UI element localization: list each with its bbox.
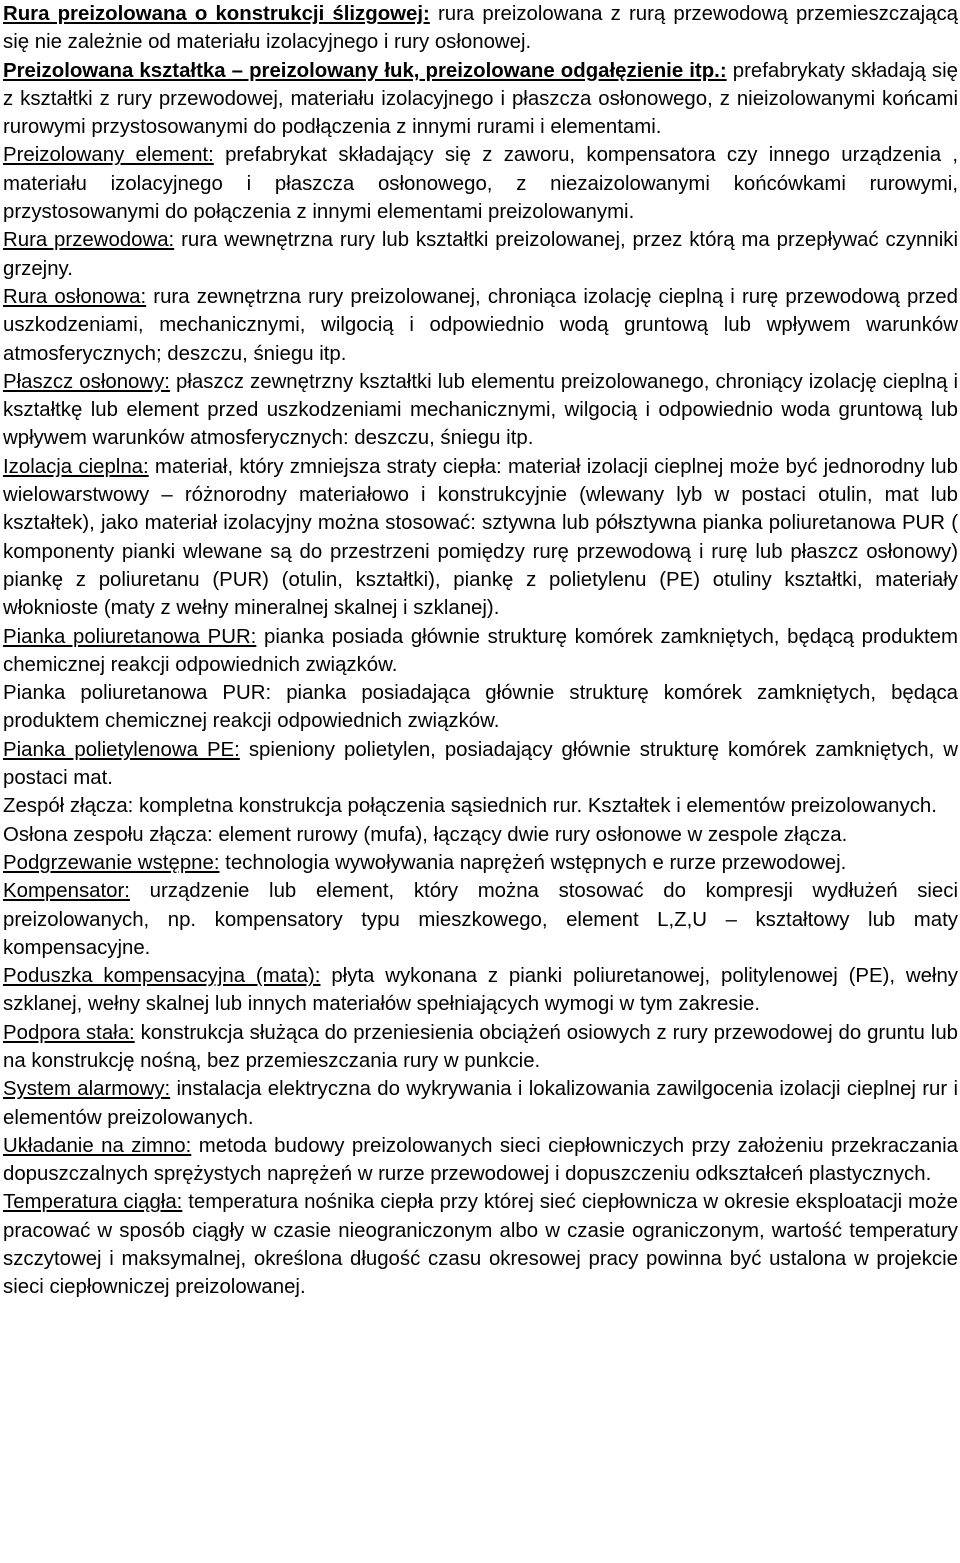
definition-entry [3,0,958,57]
definition-term: Podpora stała: [3,1021,135,1044]
definition-entry [3,877,958,962]
definition-entry [3,849,958,877]
definition-text: rura preizolowana z rurą przewodową przemieszczającą się nie zależnie od materiału izolacyjnego i rury osłonowej. [3,3,959,54]
definition-text: Osłona zespołu złącza: element rurowy (mufa), łączący dwie rury osłonowe w zespole złącza. [3,823,848,846]
definition-entry [3,226,958,283]
definition-text: instalacja elektryczna do wykrywania i lokalizowania zawilgocenia izolacji cieplnej rur i elementów preizolowanych. [3,1078,959,1129]
definition-entry [3,1132,958,1189]
definition-text: prefabrykat składający się z zaworu, kompensatora czy innego urządzenia , materiału izolacyjnego i płaszcza osłonowego, z niezaizolowanymi końcówkami rurowymi, przystosowanymi do połączenia z innymi elementami preizolowanymi. [3,144,958,224]
definition-text: prefabrykaty składają się z kształtki z rury przewodowej, materiału izolacyjnego i płaszcza osłonowego, z nieizolowanymi końcami rurowymi przystosowanymi do podłączenia z innymi rurami i elementami. [3,59,958,139]
definition-term: System alarmowy: [3,1078,171,1101]
definition-entry [3,57,958,142]
definition-text: Pianka poliuretanowa PUR: pianka posiadająca głównie strukturę komórek zamkniętych, będąca produktem chemicznej reakcji odpowiednich związków. [3,682,958,733]
definition-entry [3,368,958,453]
definition-text: Zespół złącza: kompletna konstrukcja połączenia sąsiednich rur. Kształtek i elementów preizolowanych. [3,795,937,818]
definition-term: Pianka polietylenowa PE: [3,738,240,761]
definition-text: technologia wywoływania naprężeń wstępnych e rurze przewodowej. [219,851,847,874]
definition-term: Rura przewodowa: [3,229,175,252]
definition-text: metoda budowy preizolowanych sieci ciepłowniczych przy założeniu przekraczania dopuszczalnych sprężystych naprężeń w rurze przewodowej i dopuszczeniu odkształceń plastycznych. [3,1134,958,1186]
definition-text: płaszcz zewnętrzny kształtki lub elementu preizolowanego, chroniący izolację cieplną i kształtkę lub element przed uszkodzeniami mechanicznymi, wilgocią i odpowiednio woda gruntową lub wpływem warunków atmosferycznych: deszczu, śniegu itp. [3,370,958,450]
definition-entry [3,821,958,849]
definition-entry [3,623,958,680]
definition-term: Rura osłonowa: [3,285,147,308]
definition-term: Kompensator: [3,880,130,903]
definition-entry [3,736,958,793]
definition-term: Izolacja cieplna: [3,455,149,478]
definition-term: Podgrzewanie wstępne: [3,851,220,874]
definition-text: rura zewnętrzna rury preizolowanej, chroniąca izolację cieplną i rurę przewodową przed uszkodzeniami, mechanicznymi, wilgocią i odpowiednio wodą gruntową lub wpływem warunków atmosferycznych; deszczu, śniegu itp. [3,285,958,365]
definition-text: płyta wykonana z pianki poliuretanowej, politylenowej (PE), wełny szklanej, wełny skalnej lub innych materiałów spełniających wymogi w tym zakresie. [3,965,959,1016]
definition-text: pianka posiada głównie strukturę komórek zamkniętych, będącą produktem chemicznej reakcji odpowiednich związków. [3,625,958,676]
definition-entry [3,679,958,736]
definition-text: spieniony polietylen, posiadający głównie strukturę komórek zamkniętych, w postaci mat. [3,738,958,790]
definition-term: Preizolowany element: [3,144,214,167]
definition-term: Preizolowana kształtka – preizolowany łuk, preizolowane odgałęzienie itp.: [3,59,727,82]
definition-term: Płaszcz osłonowy: [3,370,170,393]
definition-entry [3,792,958,820]
definition-entry [3,962,958,1019]
definition-entry [3,283,958,368]
definition-term: Temperatura ciągła: [3,1191,183,1214]
definition-entry [3,453,958,623]
definition-text: konstrukcja służąca do przeniesienia obciążeń osiowych z rury przewodowej do gruntu lub na konstrukcję nośną, bez przemieszczania rury w punkcie. [3,1021,958,1072]
definition-term: Pianka poliuretanowa PUR: [3,625,257,648]
definition-text: rura wewnętrzna rury lub kształtki preizolowanej, przez którą ma przepływać czynniki grzejny. [3,229,958,280]
definition-term: Poduszka kompensacyjna (mata): [3,965,321,988]
definition-entry [3,141,958,226]
definition-entry [3,1075,958,1132]
definition-entry [3,1188,958,1301]
definition-text: urządzenie lub element, który można stosować do kompresji wydłużeń sieci preizolowanych, np. kompensatory typu mieszkowego, element L,Z,U – kształtowy lub maty kompensacyjne. [3,880,958,959]
definition-text: materiał, który zmniejsza straty ciepła: materiał izolacji cieplnej może być jednorodny lub wielowarstwowy – różnorodny materiałowo i konstrukcyjnie (wlewany lyb w postaci otulin, mat lub kształtek), jako materiał izolacyjny można stosować: sztywna lub półsztywna pianka poliuretanowa PUR ( komponenty pianki wlewane są do przestrzeni pomiędzy rurę przewodową i rurę lub płaszcz osłonowy) piankę z poliuretanu (PUR) (otulin, kształtki), piankę z polietylenu (PE) otuliny kształtki, materiały włoknioste (maty z wełny mineralnej skalnej i szklanej). [3,455,958,620]
definition-entry [3,1019,958,1076]
definition-term: Układanie na zimno: [3,1134,192,1157]
definition-text: temperatura nośnika ciepła przy której sieć ciepłownicza w okresie eksploatacji może pracować w sposób ciągły w czasie nieograniczonym albo w czasie ograniczonym, wartość temperatury szczytowej i maksymalnej, określona długość czasu okresowej pracy powinna być ustalona w projekcie sieci ciepłowniczej preizolowanej. [3,1191,958,1299]
definition-term: Rura preizolowana o konstrukcji ślizgowej: [3,3,430,25]
